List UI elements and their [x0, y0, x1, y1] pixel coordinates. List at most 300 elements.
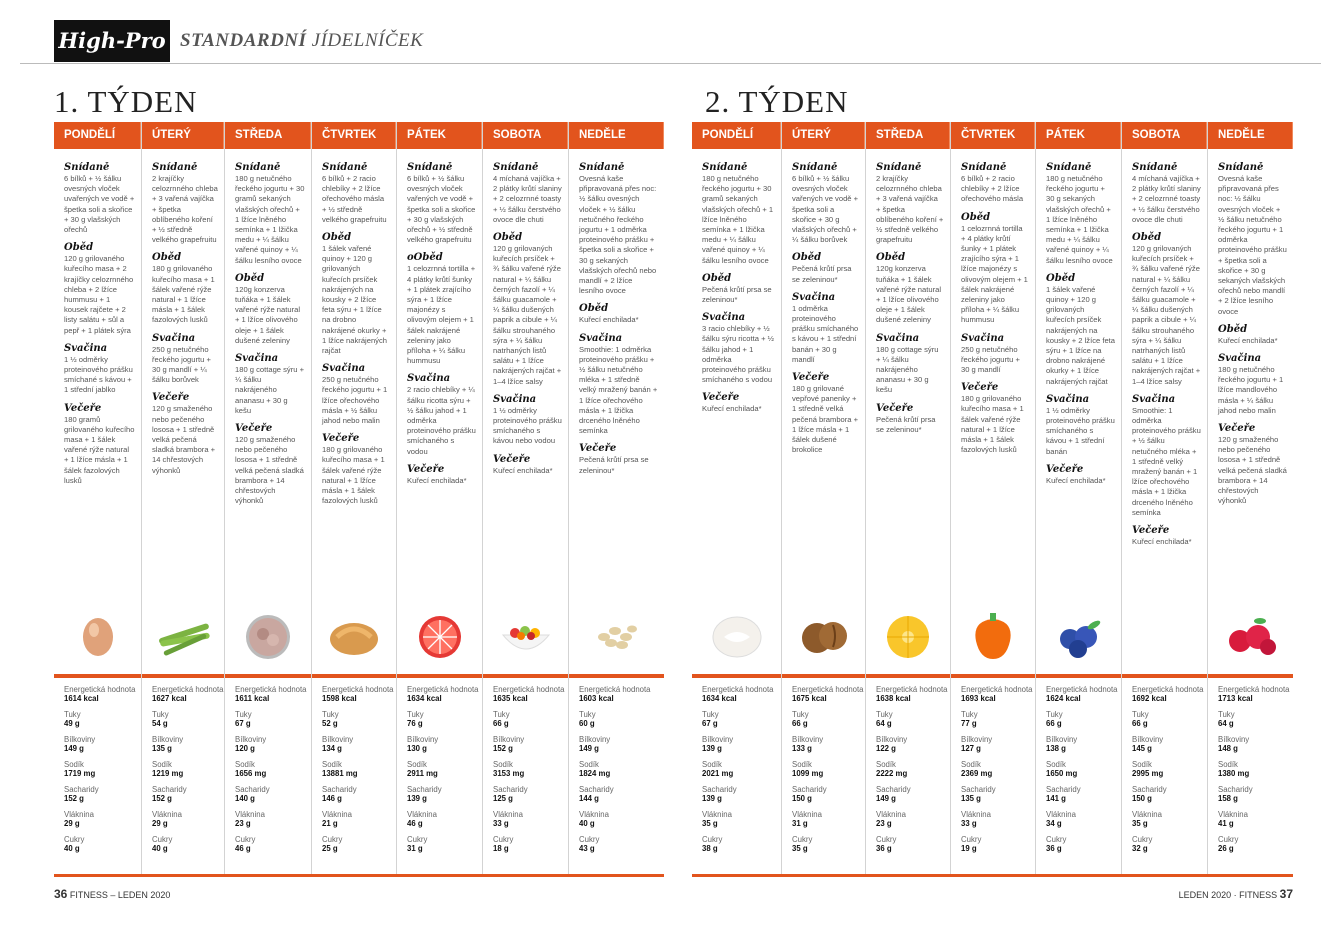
- pepper-icon: [951, 600, 1035, 670]
- meal-description: 6 bílků + 2 racio chlebíky + 2 lžíce ořechového másla + ½ středně velkého grapefruitu: [322, 174, 387, 224]
- nutrition-value: 19 g: [961, 844, 977, 853]
- nutrition-label: Cukry: [322, 835, 343, 844]
- nutrition-label: Bílkoviny: [493, 735, 525, 744]
- meal-block: [579, 443, 658, 475]
- meal-block: [322, 433, 390, 506]
- meal-block: [1132, 525, 1201, 547]
- nutrition-label: Bílkoviny: [64, 735, 96, 744]
- nutrition-value: 64 g: [876, 719, 892, 728]
- meal-name: Svačina: [152, 332, 196, 344]
- meal-block: [1046, 394, 1115, 457]
- nutrition-facts: [225, 685, 311, 860]
- day-header: ČTVRTEK: [312, 122, 396, 149]
- nutrition-label: Sodík: [64, 760, 84, 769]
- nutrition-value: 152 g: [152, 794, 172, 803]
- day-header: SOBOTA: [483, 122, 568, 149]
- nutrition-facts: [569, 685, 664, 860]
- nutrition-label: Sodík: [876, 760, 896, 769]
- nutrition-label: Sacharidy: [152, 785, 187, 794]
- meal-list: [1036, 162, 1121, 602]
- meal-block: [702, 392, 775, 414]
- nutrition-value: 1603 kcal: [579, 694, 614, 703]
- meal-name: Oběd: [961, 211, 991, 223]
- meal-description: 180 g netučného řeckého jogurtu + 30 gramů sekaných vlašských ořechů + 1 lžíce lněného semínka + 1 lžička medu + ¼ šálku vařené quinoy + ¼ šálku lesního ovoce: [702, 174, 774, 265]
- nutrition-value: 1675 kcal: [792, 694, 827, 703]
- day-column: [568, 122, 664, 874]
- nutrition-label: Sodík: [702, 760, 722, 769]
- nutrition-value: 140 g: [235, 794, 255, 803]
- meal-name: Snídaně: [493, 162, 539, 173]
- nutrition-label: Vláknina: [579, 810, 609, 819]
- meal-block: [1046, 464, 1115, 486]
- nutrition-label: Tuky: [702, 710, 719, 719]
- meal-block: [322, 232, 390, 356]
- meal-name: Svačina: [1132, 393, 1176, 405]
- meal-name: Snídaně: [152, 162, 198, 173]
- nutrition-value: 139 g: [407, 794, 427, 803]
- meal-description: 180 g netučného řeckého jogurtu + 30 g sekaných vlašských ořechů + 1 lžíce lněného semínka + 1 lžička medu + ¼ šálku vařené quinoy + ¼ šálku lesního ovoce: [1046, 174, 1113, 265]
- page-number-left: 36: [54, 887, 68, 901]
- nutrition-label: Sacharidy: [702, 785, 737, 794]
- day-column: [482, 122, 568, 874]
- nutrition-label: Vláknina: [493, 810, 523, 819]
- nutrition-value: 1611 kcal: [235, 694, 270, 703]
- meal-block: [579, 303, 658, 325]
- meal-name: Večeře: [407, 463, 445, 475]
- nutrition-value: 38 g: [702, 844, 718, 853]
- meal-description: 120 g grilovaného kuřecího masa + 2 krajíčky celozrnného chleba + 2 lžíce hummusu + 1 kousek rajčete + 2 listy salátu + sůl a pepř + 1 plátek sýra: [64, 254, 134, 335]
- meal-block: [407, 464, 476, 486]
- meal-name: Večeře: [876, 402, 914, 414]
- nutrition-value: 1380 mg: [1218, 769, 1250, 778]
- nutrition-value: 2222 mg: [876, 769, 908, 778]
- nutrition-label: Energetická hodnota: [64, 685, 136, 694]
- meal-block: [876, 333, 944, 396]
- meal-description: 250 g netučného řeckého jogurtu + 1 lžíce ořechového másla + ½ šálku jahod nebo malin: [322, 375, 388, 426]
- meal-name: Svačina: [702, 312, 746, 324]
- nutrition-label: Vláknina: [1218, 810, 1248, 819]
- meal-description: 4 míchaná vajíčka + 2 plátky krůtí slaniny + 2 celozrnné toasty + ½ šálku čerstvého ovoce dle chuti: [493, 174, 562, 224]
- meal-name: Večeře: [1046, 463, 1084, 475]
- day-header: STŘEDA: [225, 122, 311, 149]
- nutrition-value: 33 g: [961, 819, 977, 828]
- nutrition-label: Bílkoviny: [235, 735, 267, 744]
- nutrition-value: 133 g: [792, 744, 812, 753]
- meal-description: 180 g grilovaného kuřecího masa + 1 šálek vařené rýže natural + 1 lžíce másla + 1 šálek fazolových lusků: [961, 394, 1024, 455]
- section-divider: [225, 674, 311, 678]
- nutrition-value: 29 g: [64, 819, 80, 828]
- nutrition-label: Tuky: [235, 710, 252, 719]
- day-column: [311, 122, 396, 874]
- blueberries-icon: [1036, 600, 1121, 670]
- nutrition-value: 25 g: [322, 844, 338, 853]
- meal-block: [64, 162, 135, 235]
- meal-name: Večeře: [152, 392, 190, 404]
- nutrition-label: Tuky: [493, 710, 510, 719]
- nutrition-value: 60 g: [579, 719, 595, 728]
- nutrition-label: Vláknina: [961, 810, 991, 819]
- nutrition-label: Bílkoviny: [961, 735, 993, 744]
- section-divider: [142, 674, 224, 678]
- meal-list: [225, 162, 311, 602]
- nutrition-value: 1614 kcal: [64, 694, 99, 703]
- meal-description: Kuřecí enchilada*: [702, 404, 762, 414]
- meal-name: Svačina: [322, 363, 366, 375]
- nutrition-value: 1824 mg: [579, 769, 611, 778]
- section-divider: [1122, 674, 1207, 678]
- nutrition-label: Cukry: [1132, 835, 1153, 844]
- nutrition-value: 23 g: [876, 819, 892, 828]
- meal-description: 6 bílků + ½ šálku ovesných vloček uvařených ve vodě + špetka soli a skořice + 30 g vlašských ořechů: [64, 174, 135, 235]
- meal-name: Svačina: [1046, 393, 1090, 405]
- section-divider: [312, 674, 396, 678]
- grapefruit-icon: [397, 600, 482, 670]
- nutrition-label: Bílkoviny: [407, 735, 439, 744]
- meal-block: [235, 423, 305, 506]
- nutrition-value: 76 g: [407, 719, 423, 728]
- nutrition-value: 141 g: [1046, 794, 1066, 803]
- nutrition-value: 77 g: [961, 719, 977, 728]
- footer-text-right: LEDEN 2020 · FITNESS: [1178, 890, 1278, 900]
- meal-description: Pečená krůtí prsa se zeleninou*: [579, 455, 649, 475]
- nutrition-label: Sodík: [322, 760, 342, 769]
- meal-description: 180 g cottage sýru + ¼ šálku nakrájeného ananasu + 30 g kešu: [235, 365, 305, 415]
- nutrition-facts: [483, 685, 568, 860]
- meal-description: 250 g netučného řeckého jogurtu + 30 g mandlí: [961, 344, 1020, 375]
- day-column: [692, 122, 781, 874]
- nutrition-value: 149 g: [876, 794, 896, 803]
- nutrition-label: Sacharidy: [1132, 785, 1167, 794]
- meal-block: [792, 252, 859, 284]
- meal-name: Večeře: [64, 402, 102, 414]
- nutrition-label: Sodík: [152, 760, 172, 769]
- nutrition-label: Sodík: [792, 760, 812, 769]
- meal-block: [702, 273, 775, 305]
- nutrition-label: Sacharidy: [407, 785, 442, 794]
- nutrition-value: 1219 mg: [152, 769, 184, 778]
- nutrition-label: Tuky: [579, 710, 596, 719]
- nutrition-value: 3153 mg: [493, 769, 525, 778]
- nutrition-label: Sodík: [961, 760, 981, 769]
- meal-block: [407, 162, 476, 245]
- nutrition-label: Tuky: [876, 710, 893, 719]
- meal-block: [876, 162, 944, 245]
- nutrition-value: 1713 kcal: [1218, 694, 1253, 703]
- nutrition-value: 66 g: [1132, 719, 1148, 728]
- meal-description: 6 bílků + 2 racio chlebíky + 2 lžíce ořechového másla: [961, 174, 1024, 204]
- meal-block: [64, 242, 135, 336]
- nutrition-value: 41 g: [1218, 819, 1234, 828]
- meal-list: [142, 162, 224, 602]
- nutrition-label: Bílkoviny: [322, 735, 354, 744]
- nutrition-label: Tuky: [1132, 710, 1149, 719]
- nutrition-value: 1624 kcal: [1046, 694, 1081, 703]
- meal-block: [1218, 423, 1287, 506]
- meal-block: [322, 162, 390, 225]
- nutrition-value: 40 g: [64, 844, 80, 853]
- meal-description: Pečená krůtí prsa se zeleninou*: [702, 284, 772, 305]
- week-1-table: [54, 122, 664, 877]
- meal-block: [792, 292, 859, 365]
- meal-description: 2 krajíčky celozrnného chleba + 3 vařená vajíčka + špetka oblíbeného koření + ½ středně velkého grapefruitu: [152, 174, 218, 245]
- nutrition-label: Energetická hodnota: [1132, 685, 1204, 694]
- meal-description: 180 g netučného řeckého jogurtu + 1 lžíce mandlového másla + ¼ šálku jahod nebo malin: [1218, 365, 1284, 415]
- nutrition-label: Sodík: [1046, 760, 1066, 769]
- nutrition-value: 146 g: [322, 794, 342, 803]
- nutrition-label: Energetická hodnota: [579, 685, 651, 694]
- nutrition-value: 152 g: [64, 794, 84, 803]
- green-beans-icon: [142, 600, 224, 670]
- page-number-right: 37: [1279, 887, 1293, 901]
- nutrition-label: Sodík: [235, 760, 255, 769]
- nutrition-value: 135 g: [961, 794, 981, 803]
- nutrition-label: Bílkoviny: [579, 735, 611, 744]
- meal-name: Oběd: [64, 242, 94, 254]
- meal-name: Oběd: [493, 232, 523, 244]
- nutrition-label: Bílkoviny: [876, 735, 908, 744]
- meal-list: [1122, 162, 1207, 602]
- meal-name: Oběd: [152, 252, 182, 264]
- meal-name: Oběd: [1218, 323, 1248, 335]
- walnut-icon: [782, 600, 865, 670]
- meal-description: 1 ½ odměrky proteinového prášku smíchané s kávou + 1 střední jablko: [64, 354, 133, 395]
- tuna-icon: [225, 600, 311, 670]
- nutrition-value: 54 g: [152, 719, 168, 728]
- nutrition-facts: [312, 685, 396, 860]
- meal-name: Svačina: [579, 332, 623, 344]
- nutrition-value: 152 g: [493, 744, 513, 753]
- day-header: STŘEDA: [866, 122, 950, 149]
- nutrition-label: Tuky: [322, 710, 339, 719]
- nutrition-value: 64 g: [1218, 719, 1234, 728]
- meal-name: Svačina: [792, 291, 836, 303]
- nutrition-label: Cukry: [235, 835, 256, 844]
- meal-block: [1132, 162, 1201, 225]
- day-header: PONDĚLÍ: [54, 122, 141, 149]
- nutrition-facts: [692, 685, 781, 860]
- nutrition-facts: [1036, 685, 1121, 860]
- nutrition-value: 1099 mg: [792, 769, 824, 778]
- nutrition-label: Sodík: [579, 760, 599, 769]
- day-column: [224, 122, 311, 874]
- meal-list: [483, 162, 568, 602]
- nutrition-label: Cukry: [64, 835, 85, 844]
- meal-name: Večeře: [1218, 423, 1256, 435]
- meal-list: [397, 162, 482, 602]
- meal-name: Oběd: [792, 252, 822, 264]
- nutrition-label: Cukry: [1218, 835, 1239, 844]
- meal-name: Snídaně: [1132, 162, 1178, 173]
- meal-description: 120g konzerva tuňáka + 1 šálek vařené rýže natural + 1 lžíce olivového oleje + 1 šálek dušené zeleniny: [876, 264, 942, 325]
- nutrition-label: Cukry: [792, 835, 813, 844]
- nutrition-value: 18 g: [493, 844, 509, 853]
- meal-list: [866, 162, 950, 602]
- meal-description: 1 celozrnná tortilla + 4 plátky krůtí šunky + 1 plátek zrajícího sýra + 1 lžíce majonézy s olivovým olejem + 1 šálek nakrájené zeleniny jako příloha + ¼ šálku hummusu: [961, 223, 1028, 325]
- nutrition-facts: [782, 685, 865, 860]
- meal-name: Snídaně: [792, 162, 838, 173]
- meal-name: Svačina: [407, 373, 451, 385]
- meal-description: 6 bílků + ½ šálku ovesných vloček vařených ve vodě + špetka soli a skořice + 30 g vlašských ořechů + ¼ šálku borůvek: [792, 174, 859, 245]
- meal-description: Kuřecí enchilada*: [1132, 537, 1192, 547]
- meal-block: [64, 343, 135, 396]
- nutrition-label: Energetická hodnota: [702, 685, 774, 694]
- nutrition-value: 145 g: [1132, 744, 1152, 753]
- day-header: NEDĚLE: [569, 122, 664, 149]
- nutrition-label: Sacharidy: [579, 785, 614, 794]
- nutrition-label: Cukry: [152, 835, 173, 844]
- raspberries-icon: [1208, 600, 1293, 670]
- meal-name: Snídaně: [876, 162, 922, 173]
- meal-block: [1218, 324, 1287, 346]
- day-header: ČTVRTEK: [951, 122, 1035, 149]
- meal-list: [1208, 162, 1293, 602]
- meal-block: [493, 454, 562, 476]
- day-header: SOBOTA: [1122, 122, 1207, 149]
- nutrition-value: 2911 mg: [407, 769, 438, 778]
- meal-block: [1132, 232, 1201, 387]
- nutrition-label: Bílkoviny: [1046, 735, 1078, 744]
- peanut-butter-icon: [312, 600, 396, 670]
- nutrition-label: Cukry: [876, 835, 897, 844]
- meal-description: 2 krajíčky celozrnného chleba + 3 vařená vajíčka + špetka oblíbeného koření + ½ středně velkého grapefruitu: [876, 174, 944, 245]
- nutrition-value: 29 g: [152, 819, 168, 828]
- meal-name: Večeře: [702, 392, 740, 404]
- meal-name: Snídaně: [235, 162, 281, 173]
- meal-description: 1 šálek vařené quinoy + 120 g grilovaných kuřecích prsíček nakrájených na kousky + 2 lžíce feta sýru + 1 lžíce na drobno nakrájené okurky + 1 lžíce nakrájených rajčat: [322, 244, 388, 356]
- meal-name: Oběd: [1132, 232, 1162, 244]
- meal-name: Svačina: [235, 353, 279, 365]
- kicker-rest: JÍDELNÍČEK: [311, 30, 424, 51]
- meal-block: [702, 162, 775, 266]
- meal-block: [493, 162, 562, 225]
- meal-description: 4 míchaná vajíčka + 2 plátky krůtí slaniny + 2 celozrnné toasty + ½ šálku čerstvého ovoce dle chuti: [1132, 174, 1201, 224]
- nutrition-label: Sacharidy: [235, 785, 270, 794]
- nutrition-label: Sodík: [1218, 760, 1238, 769]
- nutrition-value: 158 g: [1218, 794, 1238, 803]
- nutrition-label: Sacharidy: [493, 785, 528, 794]
- day-column: [781, 122, 865, 874]
- meal-name: Svačina: [876, 332, 920, 344]
- nutrition-label: Sodík: [1132, 760, 1152, 769]
- nutrition-label: Sacharidy: [322, 785, 357, 794]
- day-column: [1121, 122, 1207, 874]
- meal-description: 120 g grilovaných kuřecích prsíček + ¾ šálku vařené rýže natural + ¼ šálku černých fazolí + ¼ šálku guacamole + ¼ šálku dušených paprik a cibule + ¼ šálku strouhaného sýra + ¼ šálku natrhaných listů salátu + 1 lžíce nakrájených rajčat + 1–4 lžíce salsy: [1132, 244, 1201, 386]
- meal-name: Svačina: [493, 393, 537, 405]
- oats-icon: [569, 600, 664, 670]
- nutrition-value: 1638 kcal: [876, 694, 911, 703]
- day-column: [950, 122, 1035, 874]
- meal-name: Večeře: [493, 453, 531, 465]
- nutrition-value: 34 g: [1046, 819, 1062, 828]
- meal-block: [64, 403, 135, 486]
- meal-block: [792, 162, 859, 245]
- nutrition-value: 150 g: [792, 794, 812, 803]
- nutrition-value: 32 g: [1132, 844, 1148, 853]
- section-divider: [692, 674, 781, 678]
- nutrition-facts: [142, 685, 224, 860]
- meal-name: Svačina: [64, 342, 108, 354]
- nutrition-value: 66 g: [1046, 719, 1062, 728]
- meal-name: Snídaně: [579, 162, 625, 173]
- nutrition-label: Cukry: [702, 835, 723, 844]
- nutrition-value: 148 g: [1218, 744, 1238, 753]
- meal-description: Ovesná kaše připravovaná přes noc: ½ šálku ovesných vloček + ½ šálku netučného řeckého jogurtu + 1 odměrka proteinového prášku + špetka soli a skořice + 30 g sekaných vlašských ořechů nebo mandlí + 2 lžíce lesního ovoce: [1218, 174, 1287, 316]
- section-divider: [569, 674, 664, 678]
- nutrition-label: Tuky: [64, 710, 81, 719]
- nutrition-value: 149 g: [64, 744, 84, 753]
- meal-name: Snídaně: [702, 162, 748, 173]
- nutrition-label: Sacharidy: [1218, 785, 1253, 794]
- brand-logo: High-Pro: [54, 20, 170, 62]
- meal-description: 180 g grilovaného kuřecího masa + 1 šálek vařené rýže natural + 1 lžíce másla + 1 šálek fazolových lusků: [152, 264, 215, 325]
- nutrition-value: 1692 kcal: [1132, 694, 1167, 703]
- day-header: PÁTEK: [397, 122, 482, 149]
- nutrition-value: 1627 kcal: [152, 694, 187, 703]
- nutrition-label: Bílkoviny: [152, 735, 184, 744]
- nutrition-value: 23 g: [235, 819, 251, 828]
- meal-list: [951, 162, 1035, 602]
- nutrition-label: Cukry: [493, 835, 514, 844]
- nutrition-value: 139 g: [702, 794, 722, 803]
- meal-list: [782, 162, 865, 602]
- nutrition-value: 36 g: [876, 844, 892, 853]
- nutrition-label: Vláknina: [235, 810, 265, 819]
- nutrition-value: 1719 mg: [64, 769, 96, 778]
- nutrition-facts: [866, 685, 950, 860]
- nutrition-value: 2995 mg: [1132, 769, 1164, 778]
- section-divider: [483, 674, 568, 678]
- pineapple-icon: [866, 600, 950, 670]
- meal-name: Snídaně: [1218, 162, 1264, 173]
- meal-block: [235, 162, 305, 266]
- nutrition-value: 120 g: [235, 744, 255, 753]
- meal-description: Kuřecí enchilada*: [579, 315, 639, 325]
- nutrition-value: 2021 mg: [702, 769, 734, 778]
- nutrition-value: 36 g: [1046, 844, 1062, 853]
- meal-name: Oběd: [702, 272, 732, 284]
- nutrition-value: 122 g: [876, 744, 896, 753]
- meal-description: 1 celozrnná tortilla + 4 plátky krůtí šunky + 1 plátek zrajícího sýra + 1 lžíce majonézy s olivovým olejem + 1 šálek nakrájené zeleniny jako příloha + ¼ šálku hummusu: [407, 264, 476, 366]
- nutrition-value: 134 g: [322, 744, 342, 753]
- meal-name: Večeře: [792, 372, 830, 384]
- nutrition-label: Energetická hodnota: [961, 685, 1033, 694]
- nutrition-label: Tuky: [961, 710, 978, 719]
- nutrition-value: 1656 mg: [235, 769, 267, 778]
- meal-name: Svačina: [961, 332, 1005, 344]
- nutrition-label: Bílkoviny: [1132, 735, 1164, 744]
- nutrition-value: 150 g: [1132, 794, 1152, 803]
- nutrition-value: 138 g: [1046, 744, 1066, 753]
- nutrition-label: Energetická hodnota: [1218, 685, 1290, 694]
- nutrition-label: Energetická hodnota: [322, 685, 394, 694]
- nutrition-value: 40 g: [579, 819, 595, 828]
- nutrition-label: Vláknina: [322, 810, 352, 819]
- meal-list: [54, 162, 141, 602]
- nutrition-value: 1634 kcal: [702, 694, 737, 703]
- meal-description: 1 šálek vařené quinoy + 120 g grilovaných kuřecích prsíček nakrájených na kousky + 2 lžíce feta sýru + 1 lžíce na drobno nakrájené okurky + 1 lžíce nakrájených rajčat: [1046, 284, 1116, 386]
- meal-description: Kuřecí enchilada*: [1218, 335, 1278, 345]
- meal-description: Kuřecí enchilada*: [1046, 475, 1106, 485]
- nutrition-label: Tuky: [1046, 710, 1063, 719]
- nutrition-value: 52 g: [322, 719, 338, 728]
- meal-block: [1132, 394, 1201, 518]
- nutrition-label: Bílkoviny: [702, 735, 734, 744]
- meal-block: [152, 392, 218, 475]
- nutrition-value: 21 g: [322, 819, 338, 828]
- meal-name: Večeře: [235, 423, 273, 435]
- meal-name: Oběd: [876, 252, 906, 264]
- meal-description: 180 g grilovaného kuřecího masa + 1 šálek vařené rýže natural + 1 lžíce másla + 1 šálek fazolových lusků: [322, 445, 385, 506]
